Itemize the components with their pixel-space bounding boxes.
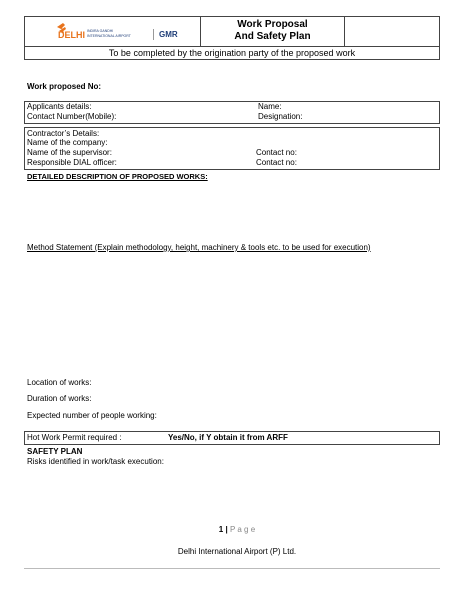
duration-label: Duration of works: — [27, 394, 92, 403]
page-number-footer — [0, 525, 474, 534]
method-statement-label: Method Statement (Explain methodology, height, machinery & tools etc. to be used for execution) — [27, 243, 371, 252]
logo-sub2-text: INTERNATIONAL AIRPORT — [87, 34, 131, 38]
footer-company: Delhi International Airport (P) Ltd. — [177, 547, 297, 556]
applicant-details-label: Applicants details: — [27, 102, 92, 111]
logo-delhi-text: DELHI — [58, 30, 85, 40]
logo-gmr-text: GMR — [159, 30, 178, 39]
location-label: Location of works: — [27, 378, 92, 387]
page-number: 1 — [218, 525, 224, 534]
contractor-supervisor-contact-label: Contact no: — [256, 148, 297, 157]
contractor-details-label: Contractor’s Details: — [27, 129, 100, 138]
header-table — [24, 16, 440, 60]
contractor-dial-contact-label: Contact no: — [256, 158, 297, 167]
detailed-description-label: DETAILED DESCRIPTION OF PROPOSED WORKS: — [27, 172, 208, 181]
hot-work-label: Hot Work Permit required : — [27, 433, 122, 442]
safety-plan-label: SAFETY PLAN — [27, 447, 83, 456]
blank-cell — [345, 17, 441, 46]
title-cell — [201, 17, 345, 46]
logo-sub1-text: INDIRA GANDHI — [87, 29, 114, 33]
contractor-supervisor-label: Name of the supervisor: — [27, 148, 112, 157]
logo-cell — [25, 17, 201, 46]
contractor-dial-officer-label: Responsible DIAL officer: — [27, 158, 117, 167]
applicant-designation-label: Designation: — [258, 112, 303, 121]
applicant-contact-label: Contact Number(Mobile): — [27, 112, 117, 121]
airport-logo — [55, 21, 187, 43]
risks-label: Risks identified in work/task execution: — [27, 457, 164, 466]
applicant-name-label: Name: — [258, 102, 282, 111]
people-label: Expected number of people working: — [27, 411, 157, 420]
page-separator: | — [225, 525, 228, 534]
header-subtitle: To be completed by the origination party of the proposed work — [108, 48, 356, 58]
logo-divider — [153, 29, 154, 40]
hot-work-value: Yes/No, if Y obtain it from ARFF — [168, 433, 288, 442]
work-proposed-no-label: Work proposed No: — [27, 82, 102, 91]
contractor-company-label: Name of the company: — [27, 138, 108, 147]
page-word: P a g e — [229, 525, 256, 534]
title-line2: And Safety Plan — [234, 31, 311, 42]
footer-divider — [24, 568, 440, 569]
title-line1: Work Proposal — [237, 19, 308, 30]
